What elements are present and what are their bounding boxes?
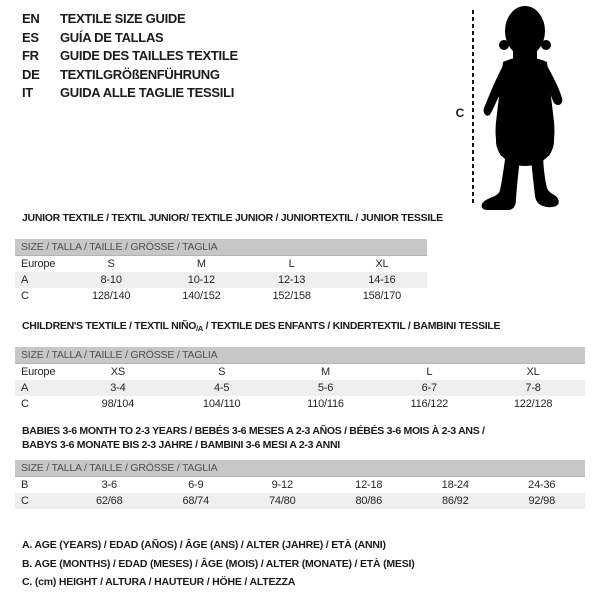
- row-label: C: [21, 290, 29, 302]
- cell: 24-36: [528, 479, 556, 491]
- cell: 62/68: [95, 495, 123, 507]
- height-label-c: C: [455, 106, 465, 120]
- cell: 6-9: [188, 479, 204, 491]
- cell: XL: [375, 258, 389, 270]
- note-height-cm: C. (cm) HEIGHT / ALTURA / HAUTEUR / HÖHE / ALTEZZA: [22, 576, 296, 588]
- cell: 74/80: [268, 495, 296, 507]
- cell: 10-12: [187, 274, 215, 286]
- table-row: [15, 493, 585, 509]
- cell: 140/152: [182, 290, 221, 302]
- legend-notes: [22, 536, 415, 592]
- cell: 3-4: [110, 382, 126, 394]
- children-title-pre: CHILDREN'S TEXTILE / TEXTIL NIÑO: [22, 320, 197, 332]
- table-row: [15, 272, 427, 288]
- row-label: C: [21, 398, 29, 410]
- lang-title: GUIDA ALLE TAGLIE TESSILI: [60, 85, 235, 100]
- cell: M: [196, 258, 206, 270]
- note-age-years: A. AGE (YEARS) / EDAD (AÑOS) / ÂGE (ANS) / ALTER (JAHRE) / ETÀ (ANNI): [22, 539, 386, 551]
- lang-row-fr: [22, 47, 238, 66]
- junior-section-title: JUNIOR TEXTILE / TEXTIL JUNIOR/ TEXTILE JUNIOR / JUNIORTEXTIL / JUNIOR TESSILE: [22, 212, 443, 224]
- cell: 68/74: [182, 495, 210, 507]
- table-row: [15, 477, 585, 493]
- row-label: Europe: [21, 366, 56, 378]
- cell: XL: [526, 366, 540, 378]
- row-label: B: [21, 479, 29, 491]
- cell: S: [107, 258, 115, 270]
- babies-section-title-line2: BABYS 3-6 MONATE BIS 2-3 JAHRE / BAMBINI 3-6 MESI A 2-3 ANNI: [22, 439, 340, 451]
- lang-row-en: [22, 10, 238, 29]
- lang-code: ES: [22, 29, 39, 45]
- height-dashed-line: [472, 10, 474, 206]
- children-table: [15, 347, 585, 412]
- cell: 6-7: [421, 382, 437, 394]
- cell: 116/122: [410, 398, 449, 410]
- lang-title: GUIDE DES TAILLES TEXTILE: [60, 48, 238, 63]
- lang-title: TEXTILGRÖßENFÜHRUNG: [60, 66, 220, 82]
- toddler-silhouette: [479, 4, 574, 212]
- lang-row-es: [22, 29, 238, 48]
- cell: 5-6: [317, 382, 334, 394]
- lang-code: EN: [22, 11, 40, 26]
- lang-code: DE: [22, 66, 40, 82]
- children-section-title: [22, 320, 500, 333]
- cell: 8-10: [100, 274, 122, 286]
- table-row: [15, 396, 585, 412]
- cell: XS: [110, 366, 126, 378]
- table-row: [15, 364, 585, 380]
- cell: 9-12: [271, 479, 293, 491]
- cell: 122/128: [513, 398, 553, 410]
- cell: 110/116: [307, 398, 344, 410]
- row-label: Europe: [21, 258, 56, 270]
- babies-size-header: SIZE / TALLA / TAILLE / GRÖSSE / TAGLIA: [15, 460, 585, 477]
- lang-row-it: [22, 84, 238, 103]
- cell: S: [218, 366, 226, 378]
- cell: M: [321, 366, 330, 378]
- cell: 18-24: [441, 479, 469, 491]
- cell: 158/170: [362, 290, 402, 302]
- table-row: [15, 288, 427, 304]
- junior-table: [15, 239, 427, 304]
- children-title-sub: /A: [196, 324, 204, 333]
- children-size-header: SIZE / TALLA / TAILLE / GRÖSSE / TAGLIA: [15, 347, 585, 364]
- lang-title: TEXTILE SIZE GUIDE: [60, 11, 186, 26]
- row-label: C: [21, 495, 29, 507]
- cell: 86/92: [441, 495, 469, 507]
- language-title-list: [22, 10, 238, 103]
- cell: 12-13: [278, 274, 306, 286]
- cell: L: [426, 366, 433, 378]
- cell: 4-5: [214, 382, 230, 394]
- row-label: A: [21, 274, 29, 286]
- cell: 3-6: [101, 479, 117, 491]
- cell: 80/86: [355, 495, 383, 507]
- cell: 98/104: [101, 398, 135, 410]
- lang-title: GUÍA DE TALLAS: [60, 29, 164, 45]
- children-title-post: / TEXTILE DES ENFANTS / KINDERTEXTIL / BAMBINI TESSILE: [203, 320, 501, 332]
- babies-table: [15, 460, 585, 509]
- lang-code: IT: [22, 85, 33, 100]
- cell: L: [288, 258, 295, 270]
- lang-row-de: [22, 66, 238, 85]
- note-age-months: B. AGE (MONTHS) / EDAD (MESES) / ÂGE (MOIS) / ALTER (MONATE) / ETÀ (MESI): [22, 557, 415, 570]
- row-label: A: [21, 382, 29, 394]
- cell: 92/98: [528, 495, 556, 507]
- cell: 12-18: [355, 479, 383, 491]
- lang-code: FR: [22, 48, 39, 63]
- cell: 152/158: [272, 290, 311, 302]
- cell: 104/110: [202, 398, 241, 410]
- junior-size-header: SIZE / TALLA / TAILLE / GRÖSSE / TAGLIA: [15, 239, 427, 256]
- cell: 128/140: [91, 290, 131, 302]
- cell: 14-16: [368, 274, 396, 286]
- cell: 7-8: [525, 382, 541, 394]
- table-row: [15, 380, 585, 396]
- table-row: [15, 256, 427, 272]
- babies-section-title-line1: BABIES 3-6 MONTH TO 2-3 YEARS / BEBÉS 3-6 MESES A 2-3 AÑOS / BÉBÉS 3-6 MOIS À 2-3 ANS /: [22, 425, 485, 437]
